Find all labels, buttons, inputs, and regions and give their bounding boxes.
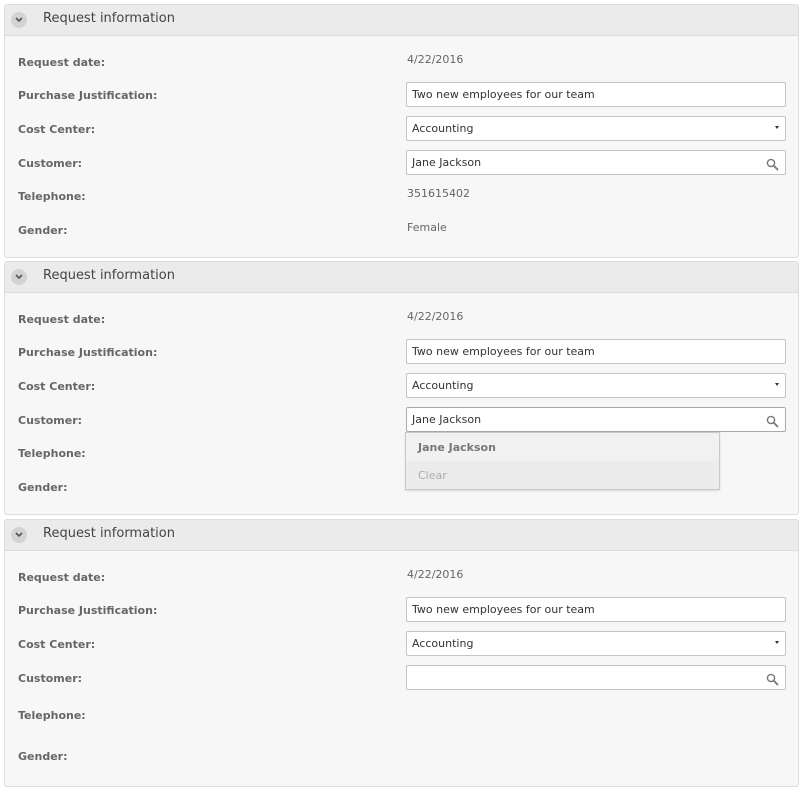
customer-search-input[interactable]	[406, 665, 786, 690]
request-date-value: 4/22/2016	[407, 310, 464, 323]
request-information-panel	[4, 4, 799, 258]
cost-center-value: Accounting	[412, 122, 474, 135]
chevron-down-icon[interactable]	[11, 269, 27, 285]
customer-value: Jane Jackson	[412, 413, 482, 426]
panel-title: Request information	[43, 11, 175, 26]
chevron-down-icon[interactable]	[11, 527, 27, 543]
purchase-justification-input[interactable]	[406, 82, 786, 107]
request-information-panel	[4, 519, 799, 787]
purchase-justification-input[interactable]	[406, 597, 786, 622]
cost-center-label: Cost Center:	[18, 380, 96, 393]
purchase-justification-text: Two new employees for our team	[412, 603, 595, 616]
customer-label: Customer:	[18, 157, 83, 170]
search-icon[interactable]	[766, 673, 779, 686]
request-date-label: Request date:	[18, 571, 106, 584]
customer-dropdown	[405, 432, 720, 490]
caret-down-icon	[775, 126, 779, 129]
customer-label: Customer:	[18, 414, 83, 427]
cost-center-value: Accounting	[412, 379, 474, 392]
caret-down-icon	[775, 641, 779, 644]
purchase-justification-label: Purchase Justification:	[18, 604, 158, 617]
request-date-label: Request date:	[18, 313, 106, 326]
search-icon[interactable]	[766, 415, 779, 428]
dropdown-option-label: Jane Jackson	[418, 441, 496, 454]
purchase-justification-text: Two new employees for our team	[412, 345, 595, 358]
dropdown-option-label: Clear	[418, 469, 447, 482]
cost-center-select[interactable]	[406, 373, 786, 398]
dropdown-option-jane-jackson[interactable]	[406, 433, 719, 461]
cost-center-select[interactable]	[406, 116, 786, 141]
panel-title: Request information	[43, 268, 175, 283]
customer-search-input[interactable]	[406, 407, 786, 432]
cost-center-value: Accounting	[412, 637, 474, 650]
purchase-justification-input[interactable]	[406, 339, 786, 364]
request-information-panel	[4, 261, 799, 515]
purchase-justification-label: Purchase Justification:	[18, 89, 158, 102]
gender-label: Gender:	[18, 224, 68, 237]
cost-center-select[interactable]	[406, 631, 786, 656]
panel-header[interactable]	[5, 520, 798, 551]
gender-label: Gender:	[18, 750, 68, 763]
request-date-value: 4/22/2016	[407, 568, 464, 581]
gender-value: Female	[407, 221, 447, 234]
request-date-value: 4/22/2016	[407, 53, 464, 66]
request-date-label: Request date:	[18, 56, 106, 69]
cost-center-label: Cost Center:	[18, 123, 96, 136]
chevron-down-icon[interactable]	[11, 12, 27, 28]
customer-value: Jane Jackson	[412, 156, 482, 169]
telephone-value: 351615402	[407, 187, 470, 200]
panel-header[interactable]	[5, 262, 798, 293]
purchase-justification-label: Purchase Justification:	[18, 346, 158, 359]
purchase-justification-text: Two new employees for our team	[412, 88, 595, 101]
telephone-label: Telephone:	[18, 447, 86, 460]
caret-down-icon	[775, 383, 779, 386]
dropdown-option-clear[interactable]	[406, 461, 719, 489]
telephone-label: Telephone:	[18, 709, 86, 722]
panel-title: Request information	[43, 526, 175, 541]
customer-label: Customer:	[18, 672, 83, 685]
search-icon[interactable]	[766, 158, 779, 171]
panel-header[interactable]	[5, 5, 798, 36]
telephone-label: Telephone:	[18, 190, 86, 203]
gender-label: Gender:	[18, 481, 68, 494]
customer-search-input[interactable]	[406, 150, 786, 175]
cost-center-label: Cost Center:	[18, 638, 96, 651]
